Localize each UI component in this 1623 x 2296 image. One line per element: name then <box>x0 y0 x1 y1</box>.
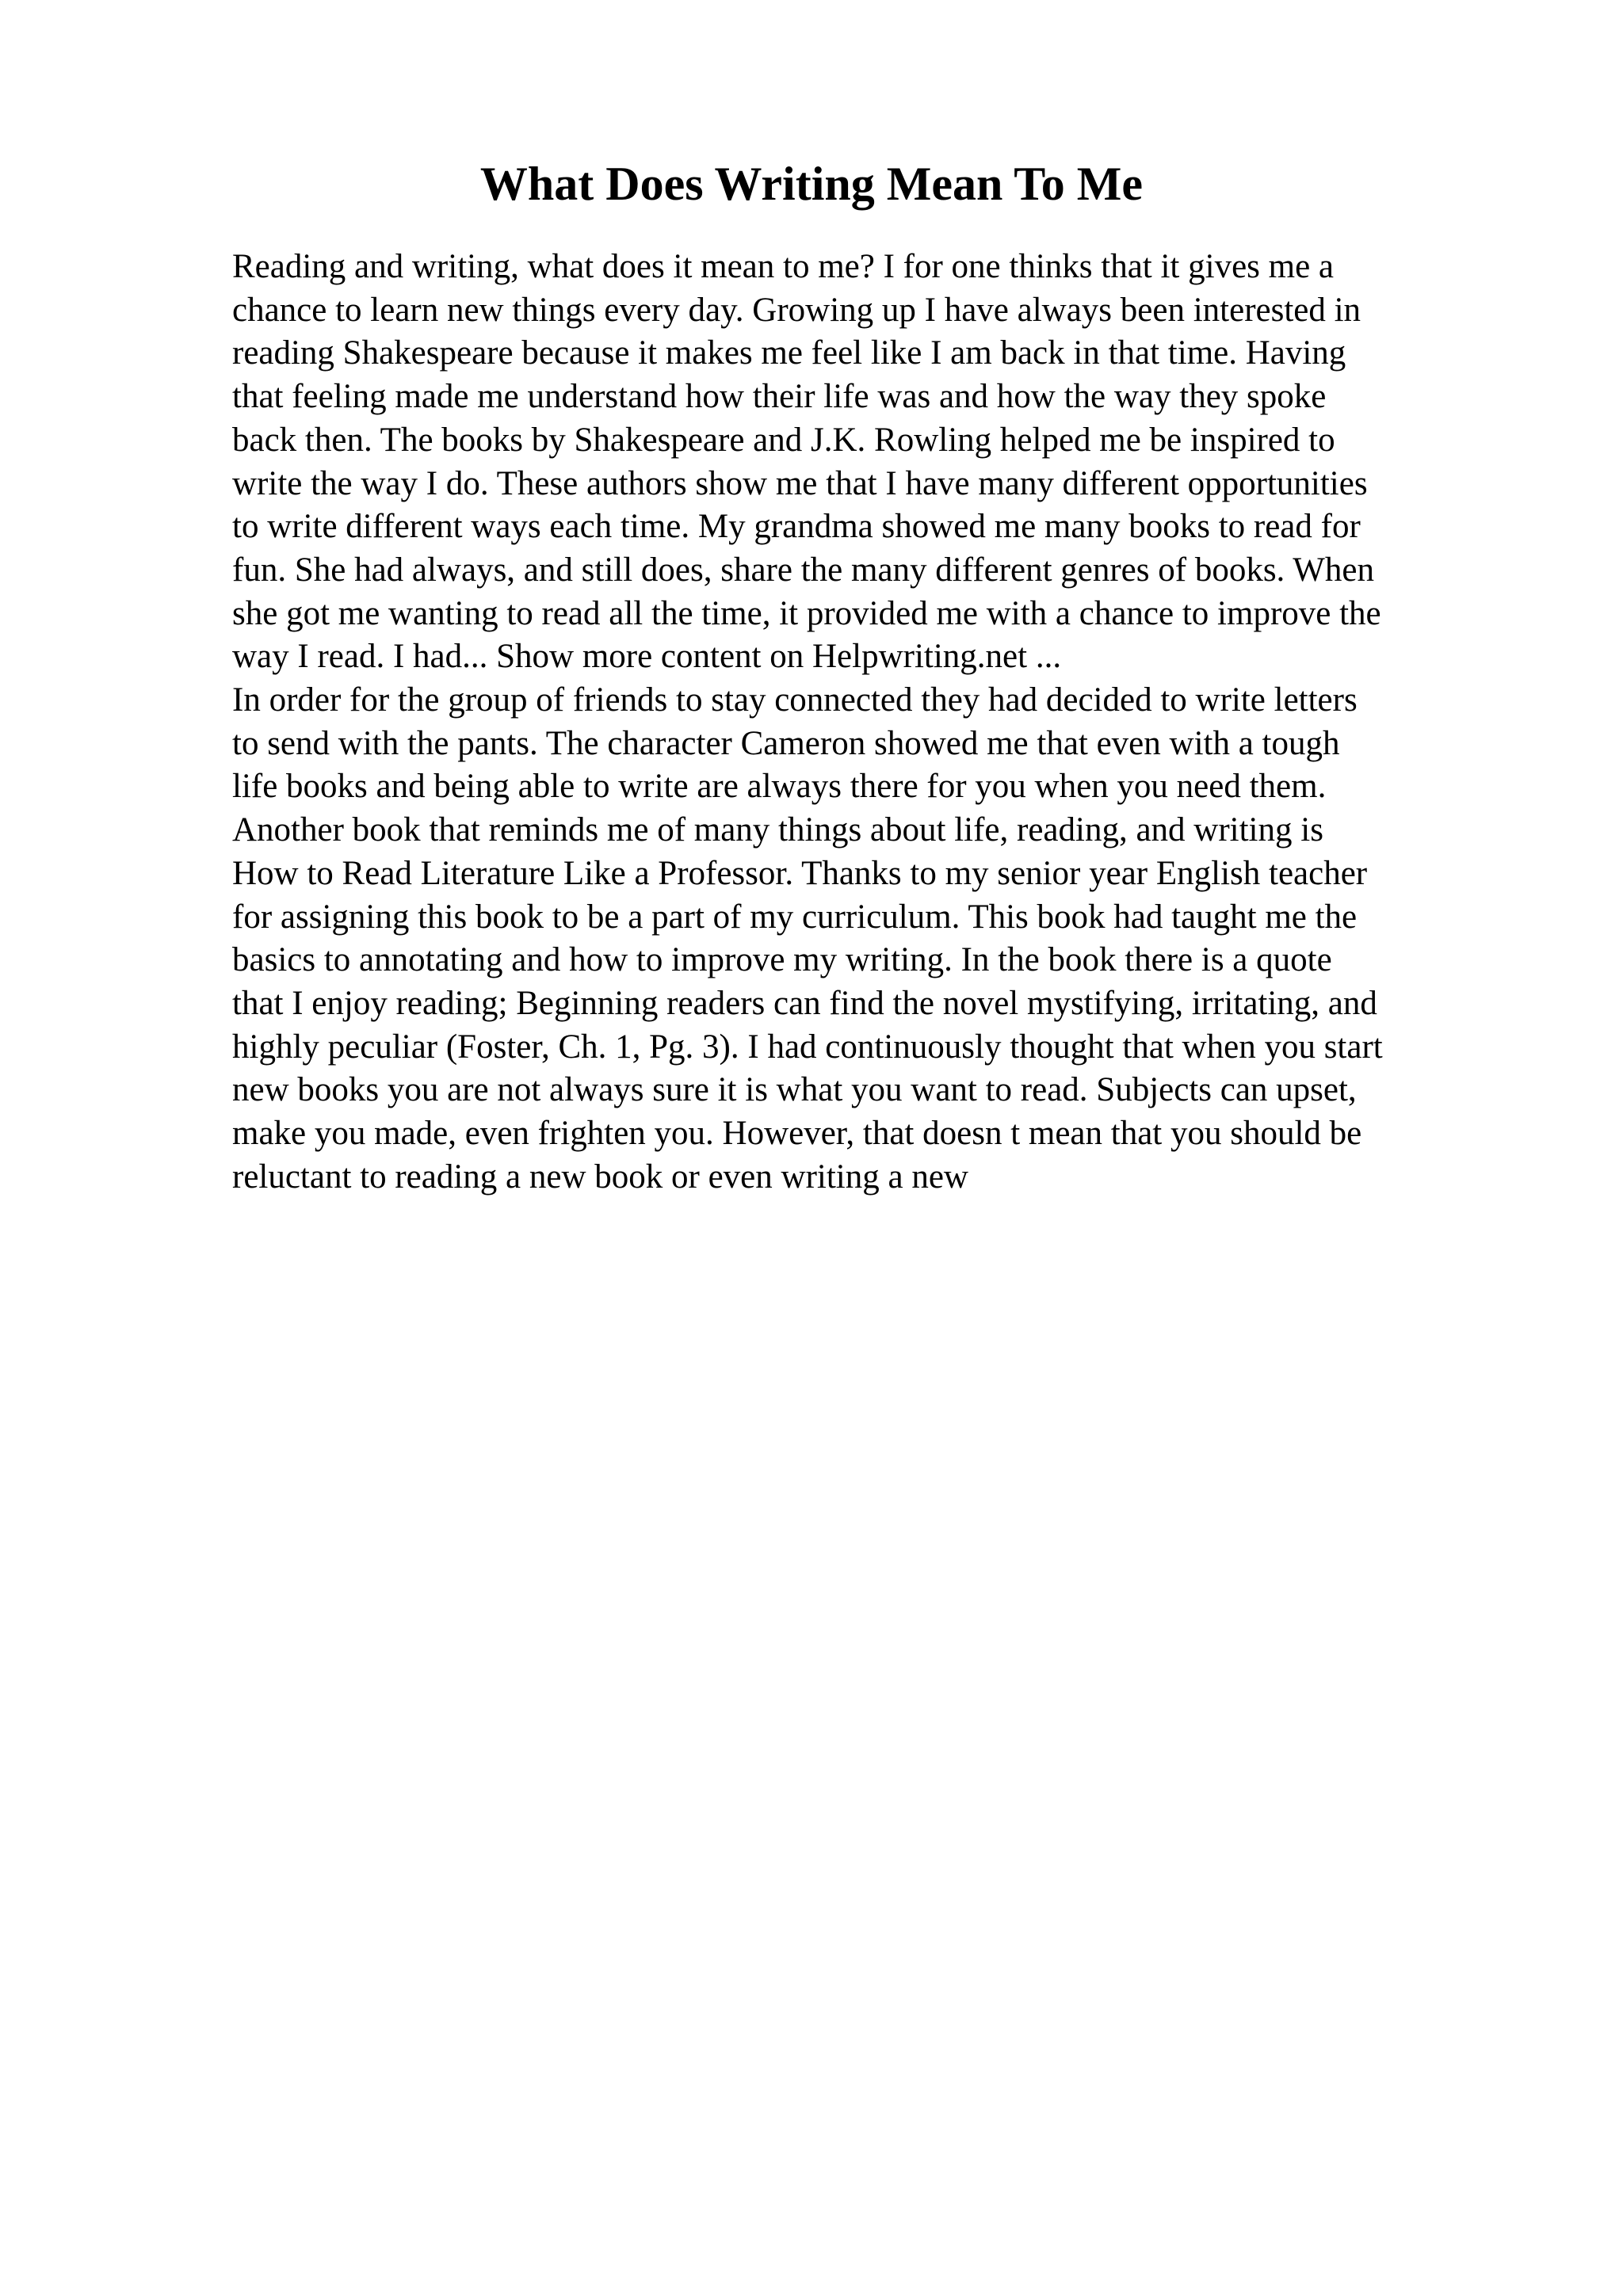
body-line: Another book that reminds me of many things about life, reading, and writing is <box>232 811 1323 849</box>
body-line: life books and being able to write are always there for you when you need them. <box>232 768 1327 806</box>
body-line: In order for the group of friends to stay connected they had decided to write letters <box>232 681 1358 719</box>
body-line: for assigning this book to be a part of my curriculum. This book had taught me the <box>232 898 1358 936</box>
body-line: to write different ways each time. My grandma showed me many books to read for <box>232 508 1361 546</box>
body-line: How to Read Literature Like a Professor. Thanks to my senior year English teacher <box>232 854 1368 892</box>
body-line: way I read. I had... Show more content on Helpwriting.net ... <box>232 638 1062 676</box>
document-title: What Does Writing Mean To Me <box>479 158 1144 210</box>
document-body <box>232 246 1500 1199</box>
body-line: Reading and writing, what does it mean to me? I for one thinks that it gives me a <box>232 248 1335 285</box>
body-line: back then. The books by Shakespeare and J.K. Rowling helped me be inspired to <box>232 421 1335 459</box>
body-line: fun. She had always, and still does, share the many different genres of books. When <box>232 551 1374 589</box>
body-line: make you made, even frighten you. However, that doesn t mean that you should be <box>232 1115 1362 1153</box>
body-line: that I enjoy reading; Beginning readers can find the novel mystifying, irritating, and <box>232 984 1377 1022</box>
body-line: to send with the pants. The character Cameron showed me that even with a tough <box>232 724 1340 762</box>
body-line: chance to learn new things every day. Growing up I have always been interested in <box>232 291 1361 329</box>
body-line: write the way I do. These authors show me that I have many different opportunities <box>232 464 1368 502</box>
body-line: she got me wanting to read all the time, it provided me with a chance to improve the <box>232 594 1381 632</box>
body-line: highly peculiar (Foster, Ch. 1, Pg. 3). I had continuously thought that when you start <box>232 1028 1383 1066</box>
body-line: new books you are not always sure it is what you want to read. Subjects can upset, <box>232 1071 1357 1109</box>
body-line: reading Shakespeare because it makes me feel like I am back in that time. Having <box>232 334 1346 372</box>
body-line: that feeling made me understand how their life was and how the way they spoke <box>232 378 1327 416</box>
body-line: reluctant to reading a new book or even writing a new <box>232 1158 968 1196</box>
body-line: basics to annotating and how to improve my writing. In the book there is a quote <box>232 941 1332 979</box>
